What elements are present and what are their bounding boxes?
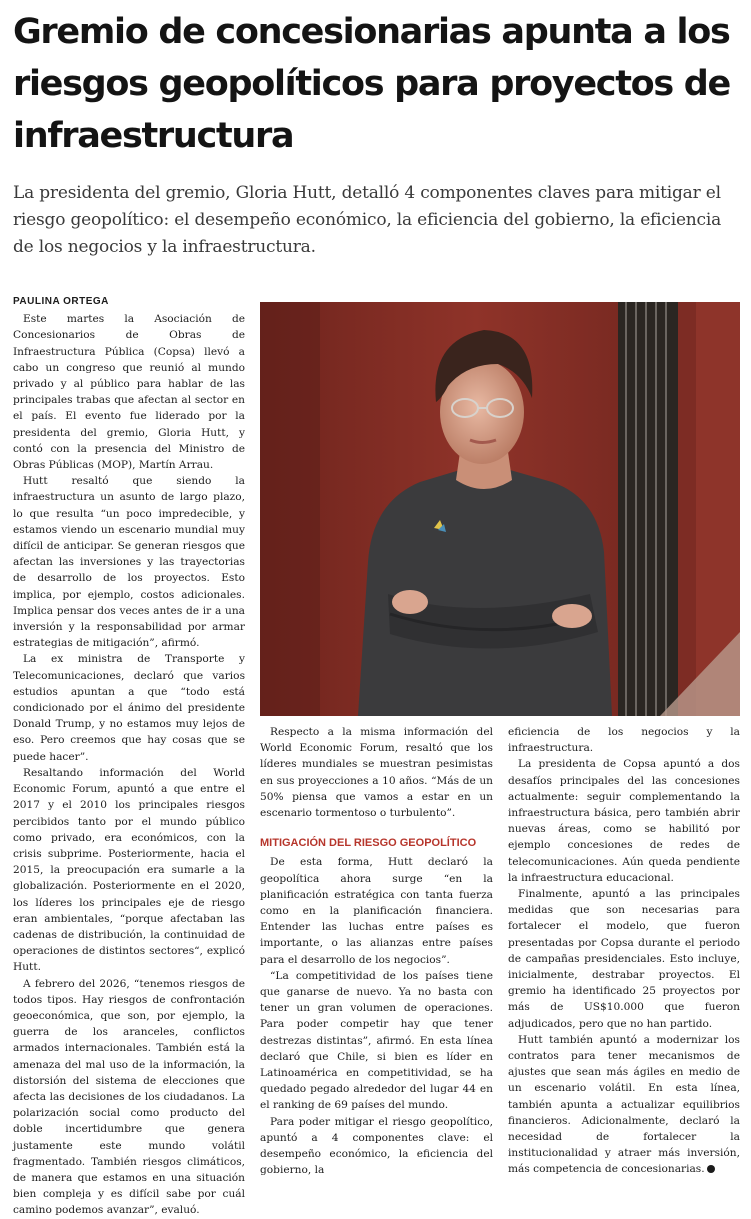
paragraph bbox=[508, 1032, 740, 1178]
byline: PAULINA ORTEGA bbox=[13, 296, 109, 307]
paragraph: La ex ministra de Transporte y Telecomunicaciones, declaró que varios estudios apuntan a que “todo está condicionado por el ánimo del presidente Donald Trump, y no estamos muy lejos de eso. Pero creemos que hay cosas que se puede hacer”. bbox=[13, 653, 245, 763]
end-mark-icon bbox=[707, 1165, 715, 1173]
paragraph-text: Hutt también apuntó a modernizar los contratos para tener mecanismos de ajustes que sean más ágiles en medio de un escenario volátil. En esta línea, también apunta a actualizar equilibrios financieros. Adicionalmente, declaró la necesidad de fortalecer la institucionalidad y atraer más inversión, más competencia de concesionarias. bbox=[508, 1033, 740, 1176]
column-1 bbox=[13, 294, 245, 1219]
paragraph: Este martes la Asociación de Concesionarios de Obras de Infraestructura Pública (Copsa) llevó a cabo un congreso que reunió al mundo privado y al público para hablar de las principales trabas que afectan al sector en el país. El evento fue liderado por la presidenta del gremio, Gloria Hutt, y contó con la presencia del Ministro de Obras Públicas (MOP), Martín Arrau. bbox=[13, 313, 245, 472]
paragraph-continuation: eficiencia de los negocios y la infraestructura. bbox=[508, 726, 740, 755]
column-2 bbox=[260, 724, 493, 1178]
paragraph: A febrero del 2026, “tenemos riesgos de todos tipos. Hay riesgos de confrontación geoeconómica, que son, por ejemplo, la guerra de los aranceles, conflictos armados internacionales. También está la amenaza del mal uso de la información, la distorsión del sistema de elecciones que afecta las decisiones de los ciudadanos. La polarización social como producto del doble incertidumbre que genera justamente este mundo volátil fragmentado. También riesgos climáticos, de manera que estamos en una situación bien compleja y es difícil sabe por cuál camino podemos avanzar”, evaluó. bbox=[13, 977, 245, 1217]
paragraph: Resaltando información del World Economic Forum, apuntó a que entre el 2017 y el 2010 los principales riesgos percibidos tanto por el mundo público como privado, era económicos, con la crisis subprime. Posteriormente, hacia el 2015, la preocupación era sumarle a la globalización. Posteriormente en el 2020, los líderes los principales eje de riesgo eran ambientales, “porque afectaban las cadenas de distribución, la continuidad de operaciones de distintos sectores“, explicó Hutt. bbox=[13, 766, 245, 974]
headline: Gremio de concesionarias apunta a los riesgos geopolíticos para proyectos de infraestructura bbox=[13, 12, 730, 156]
column-3 bbox=[508, 724, 740, 1178]
paragraph: De esta forma, Hutt declaró la geopolítica ahora surge “en la planificación estratégica con tanta fuerza como en la planificación financiera. Entender las luchas entre países es importante, o las alianzas entre países para el desarrollo de los negocios”. bbox=[260, 856, 493, 966]
portrait-photo bbox=[260, 302, 740, 716]
paragraph: La presidenta de Copsa apuntó a dos desafíos principales del las concesiones actualmente: seguir complementando la infraestructura básica, pero también abrir nuevas áreas, como se habilitó por ejemplo concesiones de redes de telecomunicaciones. Aún queda pendiente la infraestructura educacional. bbox=[508, 758, 740, 884]
lead-paragraph: La presidenta del gremio, Gloria Hutt, detalló 4 componentes claves para mitigar el riesgo geopolítico: el desempeño económico, la eficiencia del gobierno, la eficiencia de los negocios y la infraestructura. bbox=[13, 183, 722, 257]
section-subheading: MITIGACIÓN DEL RIESGO GEOPOLÍTICO bbox=[260, 837, 477, 850]
paragraph: Finalmente, apuntó a las principales medidas que son necesarias para fortalecer el modelo, que fueron presentadas por Copsa durante el periodo de campañas presidenciales. Esto incluye, inicialmente, destrabar proyectos. El gremio ha identificado 25 proyectos por más de US$10.000 que fueron adjudicados, pero que no han partido. bbox=[508, 888, 740, 1030]
paragraph: Para poder mitigar el riesgo geopolítico, apuntó a 4 componentes clave: el desempeño económico, la eficiencia del gobierno, la bbox=[260, 1115, 493, 1177]
paragraph: Respecto a la misma información del World Economic Forum, resaltó que los líderes mundiales se muestran pesimistas en sus proyecciones a 10 años. “Más de un 50% piensa que vamos a estar en un escenario tormentoso o turbulento”. bbox=[260, 726, 493, 820]
paragraph: Hutt resaltó que siendo la infraestructura un asunto de largo plazo, lo que resulta “un poco impredecible, y estamos viendo un escenario mundial muy difícil de anticipar. Se generan riesgos que afectan las inversiones y las trayectorias de desarrollo de los proyectos. Esto implica, por ejemplo, costos adicionales. Implica pensar dos veces antes de ir a una inversión y la responsabilidad por armar estrategias de mitigación”, afirmó. bbox=[13, 475, 245, 650]
paragraph: “La competitividad de los países tiene que ganarse de nuevo. Ya no basta con tener un gran volumen de operaciones. Para poder competir hay que tener destrezas distintas”, afirmó. En esta línea declaró que Chile, si bien es líder en Latinoamérica en competitividad, se ha quedado pegado alrededor del lugar 44 en el ranking de 69 países del mundo. bbox=[260, 969, 493, 1112]
